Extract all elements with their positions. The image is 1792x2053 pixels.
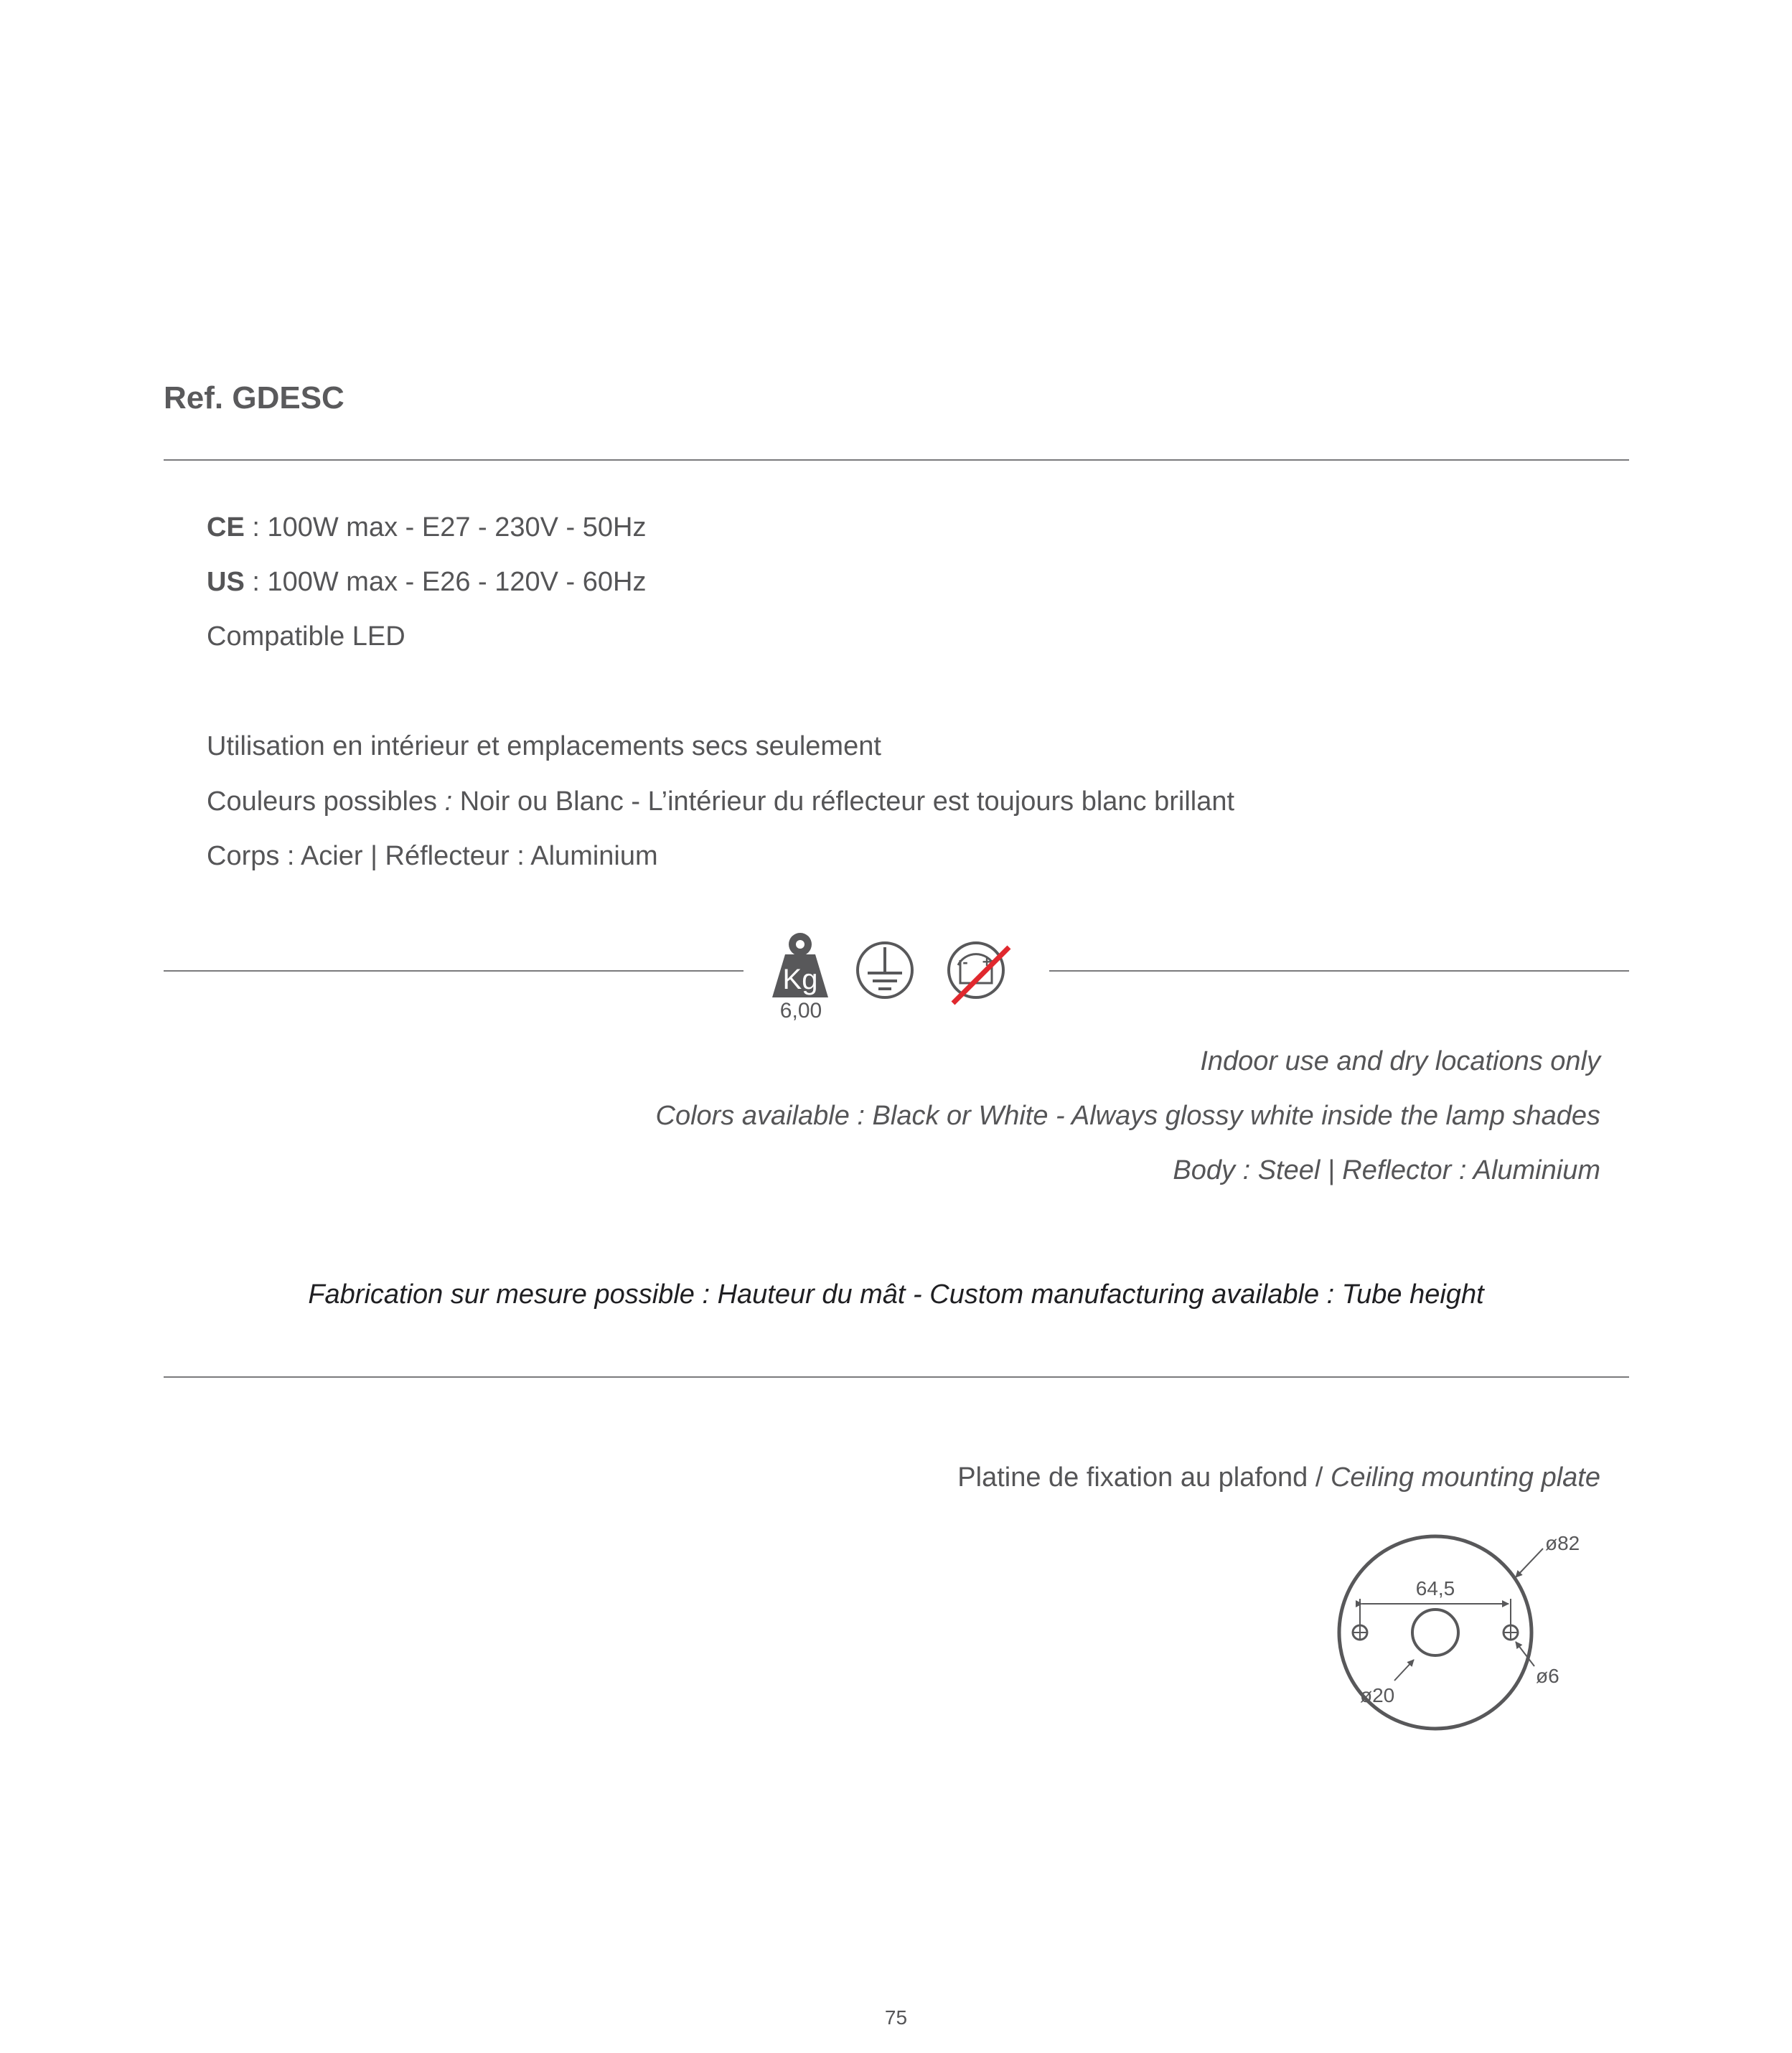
custom-note: Fabrication sur mesure possible : Hauteur du mât - Custom manufacturing available : Tube height: [308, 1279, 1484, 1310]
plate-hole-left: [1353, 1625, 1367, 1640]
dim-spacing: 64,5: [1415, 1577, 1455, 1599]
fr-usage: Utilisation en intérieur et emplacements secs seulement: [207, 731, 881, 761]
spec-us-label: US: [207, 567, 245, 597]
ref-title: Ref. GDESC: [164, 380, 344, 415]
dim-outer-leader: [1516, 1549, 1543, 1577]
ground-icon: [858, 943, 912, 997]
weight-icon: [772, 933, 828, 997]
fr-colors: [207, 786, 1234, 817]
dim-holes: ø6: [1536, 1665, 1559, 1687]
fr-materials: Corps : Acier | Réflecteur : Aluminium: [207, 841, 658, 871]
en-materials: Body : Steel | Reflector : Aluminium: [1173, 1155, 1600, 1185]
page-number: 75: [884, 2006, 908, 2029]
divider-icons-left: [164, 970, 743, 972]
divider-bottom: [164, 1376, 1629, 1378]
en-colors: Colors available : Black or White - Always glossy white inside the lamp shades: [655, 1101, 1600, 1131]
dim-center: ø20: [1360, 1684, 1395, 1706]
fr-colors-label: Couleurs possibles: [207, 786, 445, 817]
weight-value: 6,00: [779, 999, 822, 1023]
weight-unit: Kg: [782, 964, 818, 995]
plate-label-en: Ceiling mounting plate: [1330, 1462, 1600, 1493]
spec-us: [207, 567, 646, 598]
spec-ce-label: CE: [207, 512, 245, 542]
spec-us-value: : 100W max - E26 - 120V - 60Hz: [244, 567, 647, 597]
divider-icons-right: [1049, 970, 1629, 972]
dim-outer: ø82: [1545, 1532, 1580, 1554]
fr-colors-sep: :: [444, 786, 453, 817]
no-dimmer-icon: [949, 943, 1009, 1003]
fr-colors-value: Noir ou Blanc - L’intérieur du réflecteur est toujours blanc brillant: [452, 786, 1235, 817]
spec-ce-value: : 100W max - E27 - 230V - 50Hz: [244, 512, 647, 542]
plate-center-hole: [1412, 1610, 1458, 1655]
plate-diagram: [1320, 1514, 1608, 1751]
dimmer-minus: -: [962, 953, 968, 971]
plate-hole-right: [1504, 1625, 1518, 1640]
dim-center-leader: [1394, 1660, 1414, 1681]
plate-label-fr: Platine de fixation au plafond /: [957, 1462, 1331, 1493]
plate-label: [957, 1462, 1600, 1493]
icon-row: [761, 926, 1019, 1026]
spec-led: Compatible LED: [207, 621, 405, 652]
en-usage: Indoor use and dry locations only: [1200, 1046, 1600, 1076]
dimmer-plus: +: [982, 953, 992, 971]
dim-spacing-line: [1360, 1599, 1511, 1625]
spec-ce: [207, 512, 646, 543]
divider-top: [164, 459, 1629, 461]
